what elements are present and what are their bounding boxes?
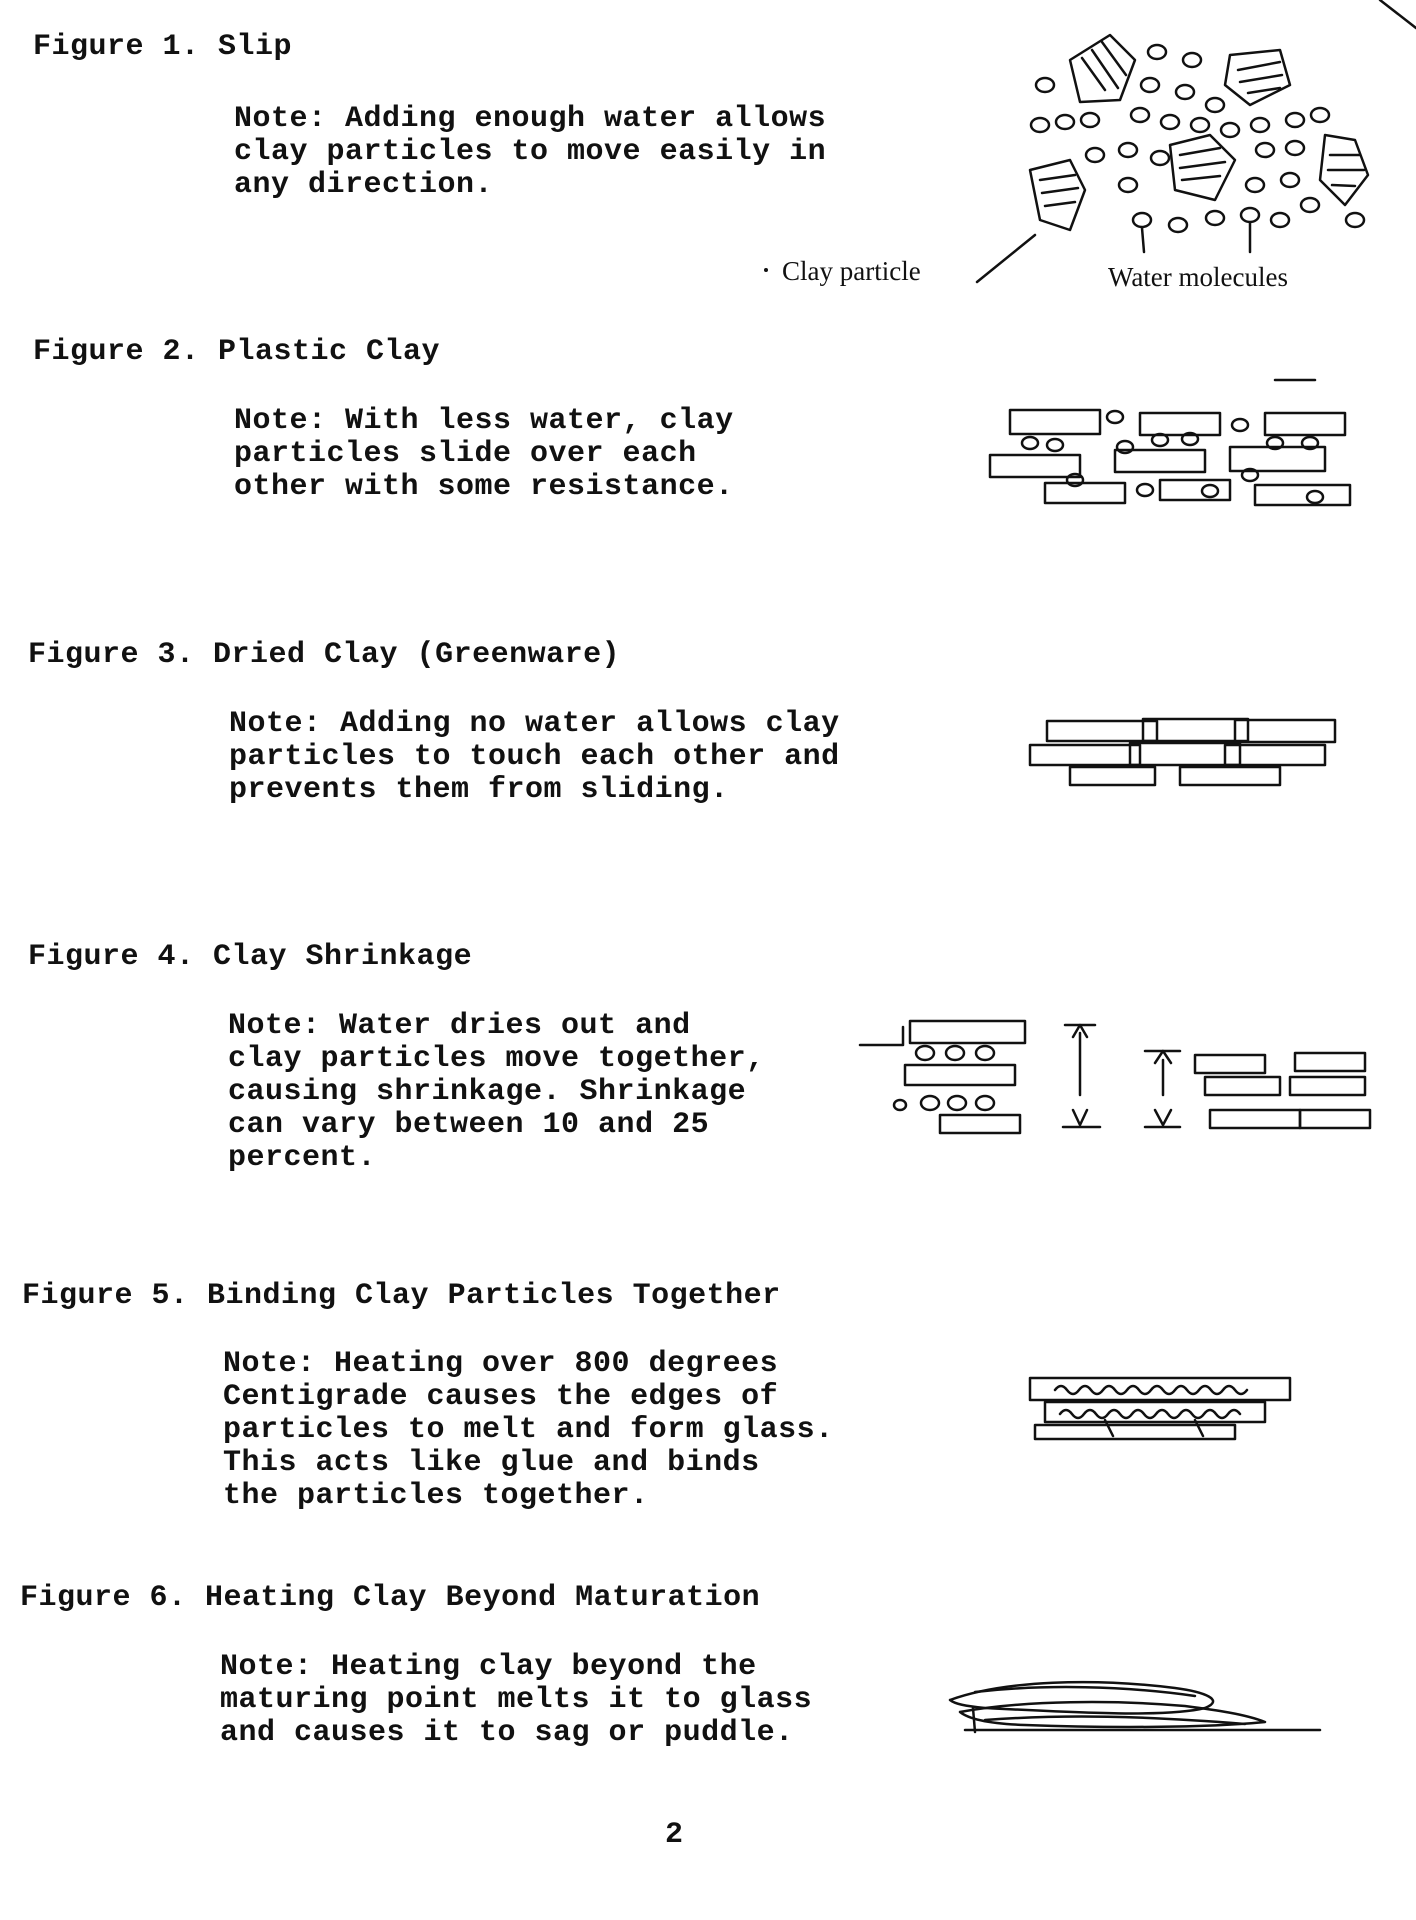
note-line: can vary between 10 and 25 [228, 1108, 710, 1142]
figure-3-title: Figure 3. Dried Clay (Greenware) [28, 638, 621, 672]
figure-4-shrinkage-illustration [855, 1015, 1375, 1150]
figure-5-note [223, 1348, 834, 1513]
page-number: 2 [665, 1818, 684, 1852]
note-line: and causes it to sag or puddle. [220, 1716, 794, 1750]
figure-1-title: Figure 1. Slip [33, 30, 293, 64]
note-line: other with some resistance. [234, 470, 734, 504]
note-line: particles slide over each [234, 437, 697, 471]
note-line: Centigrade causes the edges of [223, 1380, 779, 1414]
figure-5-title: Figure 5. Binding Clay Particles Together [22, 1279, 781, 1313]
figure-6-note [220, 1651, 812, 1750]
clay-particle-shape [1070, 35, 1135, 102]
note-line: Note: Heating clay beyond the [220, 1650, 757, 1684]
figure-6-puddle-illustration [945, 1670, 1325, 1745]
note-line: prevents them from sliding. [229, 773, 729, 807]
clay-particle-shape [1225, 50, 1290, 105]
note-line: maturing point melts it to glass [220, 1683, 813, 1717]
figure-6-title: Figure 6. Heating Clay Beyond Maturation [20, 1581, 761, 1615]
clay-particle-shape [1030, 160, 1085, 230]
figure-1-slip-illustration [1010, 30, 1390, 295]
clay-particle-label: Clay particle [782, 256, 921, 286]
note-line: Note: Adding no water allows clay [229, 707, 840, 741]
note-line: particles to melt and form glass. [223, 1413, 834, 1447]
note-line: Note: Heating over 800 degrees [223, 1347, 779, 1381]
note-line: Note: With less water, clay [234, 404, 734, 438]
note-line: causing shrinkage. Shrinkage [228, 1075, 747, 1109]
figure-2-note [234, 405, 734, 504]
note-line: clay particles move together, [228, 1042, 765, 1076]
figure-3-dried-clay-illustration [1025, 715, 1345, 800]
note-line: Note: Adding enough water allows [234, 102, 827, 136]
clay-particle-shape [1170, 135, 1235, 200]
corner-mark [1380, 0, 1416, 35]
figure-4-note [228, 1010, 765, 1175]
note-line: clay particles to move easily in [234, 135, 827, 169]
note-line: particles to touch each other and [229, 740, 840, 774]
figure-2-title: Figure 2. Plastic Clay [33, 335, 441, 369]
figure-4-title: Figure 4. Clay Shrinkage [28, 940, 473, 974]
note-line: Note: Water dries out and [228, 1009, 691, 1043]
figure-3-note [229, 708, 840, 807]
note-line: This acts like glue and binds [223, 1446, 760, 1480]
water-molecules-label: Water molecules [1108, 262, 1288, 292]
figure-2-plastic-clay-illustration [985, 405, 1365, 520]
figure-5-binding-illustration [1025, 1370, 1305, 1455]
note-line: any direction. [234, 168, 494, 202]
note-line: the particles together. [223, 1479, 649, 1513]
pointer-mark [764, 268, 768, 272]
clay-particle-shape [1320, 135, 1368, 205]
figure-1-note [234, 103, 826, 202]
note-line: percent. [228, 1141, 377, 1175]
